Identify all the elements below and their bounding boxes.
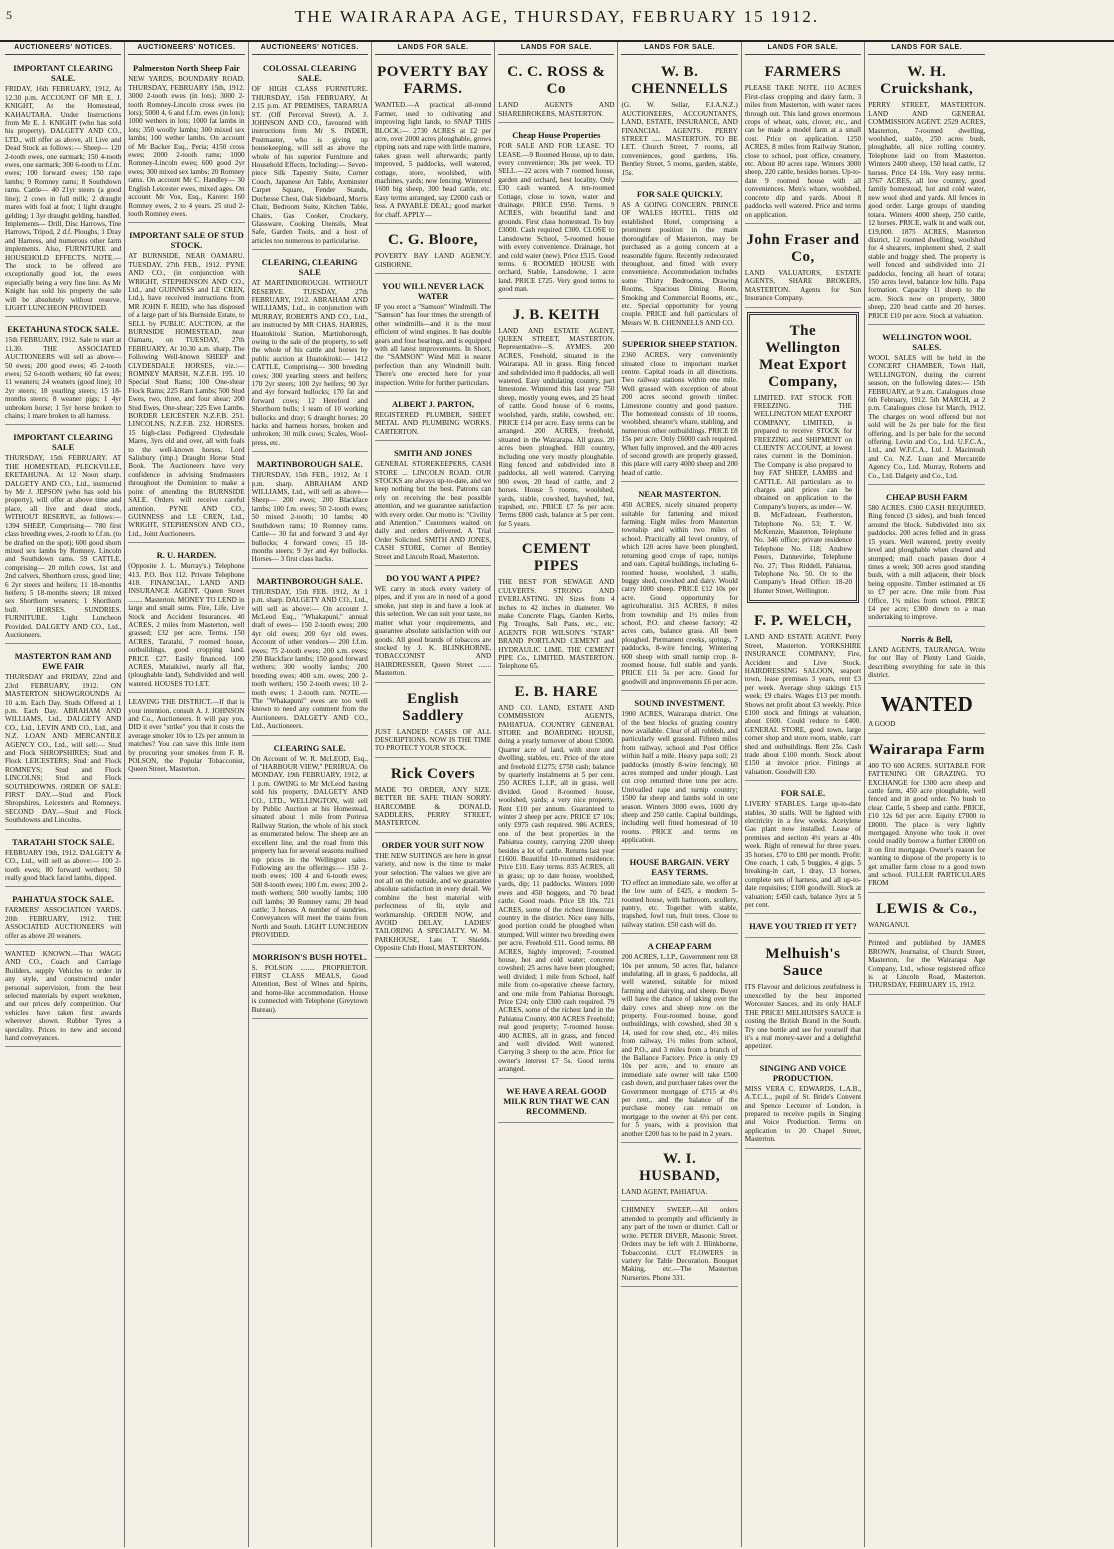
ad-body: 200 ACRES, L.I.P., Government rent £8 10s per annum, 50 acres flat, balance undulating, all in grass, 6 paddocks, all well watered, suitable for mixed farming and dairying, and sheep. Buyer will have the chance of taking over the dairy cows and sheep now on the property. Four-roomed house, good outbuildings, with cowshed, shed 30 x 14, used for cow shed, etc., 4½ miles from railway, 1½ miles from school, and P.O., and 3 miles from a branch of the Ballance Factory. Price is only £9 10s per acre, and to ensure an immediate sale owner will take £500 cash down, and purchaser takes over the Government mortgage of £715 at 4½ per cent., and the balance of the purchase money can remain on mortgage to the owner at 6½ per cent. for 5 years, with a provision that another £200 has to be paid in 2 years. bbox=[621, 953, 738, 1138]
column-heading: LANDS FOR SALE. bbox=[745, 42, 861, 55]
ad-body: 400 TO 600 ACRES. SUITABLE FOR FATTENING OR GRAZING. TO EXCHANGE for 1300 acre sheep and cattle farm, 450 acre ploughable, well fenced and in good order. No bush to clear. Cattle, 5 sheep and cattle. PRICE, £10 12s 6d per acre. Equity £7000 to £8000. The place is very lightly mortgaged. Anyone who took it over could readily borrow a further £3000 on it on first mortgage. Owner's reason for wanting to dispose of the property is to get smaller farm close to a good town and school. FULLER PARTICULARS FROM bbox=[868, 761, 986, 888]
advertisement bbox=[5, 427, 121, 644]
ad-body: 15th FEBRUARY, 1912. Sale to start at 11.30. THE ASSOCIATED AUCTIONEERS will sell as above— 50 ewes; 200 good ewes; 45 2-tooth ewes; 52 6-tooth wethers; 60 fat ewes; 11 weaners; 24 weaners (good line); 10 2yr steers; 18 yearling steers; 15 18-months steers; 8 weaner pigs; 1 4yr unbroken horse; 1 5yr horse broken to chains; 1 mare broken to all harness. bbox=[5, 336, 122, 421]
advertisement bbox=[868, 936, 985, 994]
advertisement bbox=[621, 58, 737, 182]
ad-body: LIMITED. FAT STOCK FOR FREEZING. THE WELLINGTON MEAT EXPORT COMPANY, LIMITED, is prepared to receive STOCK for FREEZING and SHIPMENT on CLIENTS' ACCOUNT, at lowest rates current in the Dominion. The Company is also prepared to buy FAT SHEEP, LAMBS and CATTLE. All particulars as to charges and prices can be obtained on application to the Company's buyers, as under— W. B. McFadzean, Featherston, Telephone No. 53; T. W. McKenzie, Masterton, Telephone No. 346 office; private residence Telephone No. 118; Andrew Peters, Dannevirke, Telephone No. 27; Thos Riddell, Pahiatua, Telephone No. 50. Or to the Company's Head Office: 18-20 Hunter Street, Wellington. bbox=[753, 393, 853, 595]
ad-headline: WANTED bbox=[880, 692, 973, 717]
ad-headline: CHEAP BUSH FARM bbox=[885, 492, 968, 503]
advertisement bbox=[252, 58, 368, 250]
ad-body: AND CO. LAND, ESTATE AND COMMISSION AGENTS, PAHIATUA. COUNTRY GENERAL STORE and BOARDING HOUSE, doing a yearly turnover of about £3000. Quarter acre of land, with store and dwelling, stables, etc. Price of the store and freehold £1275; £750 cash; balance by quarterly instalments at 5 per cent. 250 ACRES L.I.P., all in grass, well divided. Good 8-roomed house, woolshed, yards; a very nice property. Rent £10 per annum. Guaranteed to winter 2 sheep per acre. PRICE £7 10s; only £975 cash required. 986 ACRES, one of the best properties in the Pahiatua county, carrying 2200 sheep besides a lot of cattle. Returns last year £1600. Beautiful 10-roomed residence. Price £10. Easy terms. 835 ACRES, all in grass; up to date house, woolshed, yards, dip; 11 paddocks. Winters 1000 ewes and 450 hoggets, and 70 head cattle. Good roads. Price £8 10s. 721 ACRES, some of the richest limestone country in the district. Nice easy hills, good portion could be ploughed when stumped. Will winter two breeding ewes per acre. Freehold £11. Good terms. 88 ACRES, highly improved; 7-roomed house, hot and cold water; concrete cowshed; 25 acres have been ploughed; well divided; 1 mile from School, half mile from co-operative cheese factory, and one mile from Pahiatua Borough. Price £24; only £300 cash required. 79 ACRES, some of the richest land in the Pahiatua County. 400 ACRES Freehold; real good property; 7-roomed house. 400 ACRES, all in grass, and fenced and well divided. Well watered. Carrying 3 sheep to the acre. Price for owner's interest £7 5s. Good terms arranged. bbox=[498, 703, 615, 1074]
ad-body: PLEASE TAKE NOTE. 110 ACRES First-class cropping and dairy farm, 3 miles from Masterton, with water races through out. This land grows enormous crops of wheat, oats, clover, etc., and can be made a model farm at a small cost. Price on application. 1250 ACRES, 8 miles from Railway Station, close to school, post office, creamery, etc. About 80 acres rape. Winters 3000 sheep, 220 cattle, besides horses. Up-to-date 9 roomed house with all conveniences. Men's whare, woolshed, concrete dip and yards. About 8 paddocks well watered. Price and terms on application. bbox=[744, 84, 862, 219]
ad-body: S. POLSON ........ PROPRIETOR. FIRST CLASS MEALS, Good Attention, Best of Wines and Spirits, and home-like accommodation. House is connected with Telephone (Greytown Bureau). bbox=[251, 963, 368, 1014]
ad-headline: E. B. HARE bbox=[514, 683, 599, 700]
advertisement bbox=[375, 58, 491, 224]
advertisement bbox=[868, 629, 985, 685]
ad-headline: FARMERS bbox=[764, 64, 842, 81]
ad-body: On Account of W. R. McLEOD, Esq., of "HARBOUR VIEW," PERIRUA. On MONDAY, 19th FEBRUARY, 1912, at 1 p.m. OWING to Mr McLeod having sold his property, DALGETY AND CO., LTD., WELLINGTON, will sell by Public Auction at his Homestead, situated about 1 mile from Porirua Railway Station, the whole of his stock as enumerated below. The sheep are an excellent line, and the road from this property has for several seasons realised top prices in the Wellington sales. Following are the offerings:— 150 2-tooth ewes; 100 4 and 6-tooth ewes; 500 8-tooth ewes; 100 f.m. ewes; 200 2-tooth wethers; 500 woolly lambs; 100 cull lambs; 30 Romney rams; 20 head cattle; 3 horses. A number of sundries. Conveyances will meet the trains from North and South. LIGHT LUNCHEON PROVIDED. bbox=[251, 754, 368, 940]
newspaper-title: THE WAIRARAPA AGE, THURSDAY, FEBRUARY 15 1912. bbox=[294, 7, 820, 26]
ad-body: WANTED KNOWN.—That WAGG AND CO., Coach and Carriage Builders, supply Vehicles to order in any style, and constructed under personal supervision, from the best selected materials by expert workmen, and our prices defy competition. Our vehicles have taken first awards wherever shown. Rubber Tyres a speciality. Prices to new and second hand conveyances. bbox=[5, 949, 122, 1042]
column bbox=[125, 42, 248, 1547]
ad-headline: SUPERIOR SHEEP STATION. bbox=[622, 339, 737, 350]
ad-headline: J. B. KEITH bbox=[512, 306, 600, 323]
advertisement bbox=[5, 58, 121, 317]
advertisement bbox=[745, 783, 861, 914]
advertisement bbox=[375, 568, 491, 682]
ad-headline: ALBERT J. PARTON, bbox=[392, 398, 475, 409]
ad-headline: WE HAVE A REAL GOOD MILK RUN THAT WE CAN RECOMMEND. bbox=[503, 1085, 610, 1116]
ad-headline: MORRISON'S BUSH HOTEL. bbox=[252, 951, 368, 962]
ad-body: LIVERY STABLES. Large up-to-date stables, 30 stalls. Will be lighted with electricity in a few weeks. Acetylene Gas plant now installed. Lease of premises and section 4½ years at 40s week. Right of renewal for three years. 35 horses, £70 to £80 per month. Profit: One coach, 1 cab, 5 buggies, 4 gigs, 5 breaking-in cart, 1 dray, 13 horses, complete sets of harness, and all up-to-date requisites; £100 goodwill. Stock at valuation; £450 cash, balance 3yrs at 5 per cent. bbox=[744, 800, 862, 910]
column-heading: AUCTIONEERS' NOTICES. bbox=[128, 42, 244, 55]
ad-body: WE carry in stock every variety of pipes, and if you are in need of a good smoke, just step in and have a look at this selection. We can suit your taste, no matter what your requirements, and guarantee absolute satisfaction with our goods. All good brands of tobaccos are stocked by J. K. BLINKHORNE, TOBACCONIST AND HAIRDRESSER, Queen Street ....... Masterton. bbox=[374, 585, 492, 678]
ad-headline: PAHIATUA STOCK SALE. bbox=[12, 894, 115, 905]
advertisement bbox=[252, 252, 368, 452]
advertisement bbox=[252, 738, 368, 945]
ad-body: MADE TO ORDER, ANY SIZE. BETTER BE SAFE THAN SORRY. HARCOMBE & DONALD, SADDLERS, PERRY STREET, MASTERTON. bbox=[374, 785, 492, 828]
ad-body: (G. W. Sellar, F.I.A.N.Z.) AUCTIONEERS, ACCOUNTANTS, LAND, ESTATE, INSURANCE, AND FINANCIAL AGENTS. PERRY STREET ..... MASTERTON. TO BE LET. Church Street, 7 rooms, all conveniences, good gardens, 16s. Bentley Street, 5 rooms, garden, stable, 15s. bbox=[621, 101, 738, 177]
advertisement bbox=[498, 301, 614, 534]
ad-headline: CEMENT PIPES bbox=[521, 541, 591, 575]
column-heading: LANDS FOR SALE. bbox=[868, 42, 985, 55]
ad-body: TO effect an immediate sale, we offer at the low sum of £425, a modern 5-roomed house, with bathroom, scullery, pantry, etc. Together with stable, trapshed, fowl run, fruit trees. Close to railway station. £50 cash will do. bbox=[621, 878, 738, 929]
ad-body: GENERAL STOREKEEPERS, CASH STORE ... LINCOLN ROAD. OUR STOCKS are always up-to-date, and we keep nothing but the best. Patrons can rely on receiving the best possible attention, and we guarantee satisfaction with every order. Our motto is: "Civility and Attention." Customers waited on daily and orders delivered. A Trial Order Solicited. SMITH AND JONES, CASH STORE, Corner of Bentley Street and Lincoln Road, Masterton. bbox=[374, 460, 492, 561]
advertisement bbox=[621, 852, 737, 934]
advertisement bbox=[128, 545, 244, 693]
ad-body: ITS Flavour and delicious zestfulness is unexcelled by the best imported Worcester Sauces, and its only HALF THE PRICE! MELHUISH'S SAUCE is costing the British Brand in the South. Try one bottle and see for yourself that it's a real money-saver and a delightful appetizer. bbox=[744, 983, 862, 1051]
ad-body: LAND AGENTS AND SHAREBROKERS, MASTERTON. bbox=[498, 101, 615, 118]
ad-body: (Opposite J. L. Murray's.) Telephone 413. P.O. Box 112. Private Telephone 418. FINANCIAL, LAND AND INSURANCE AGENT. Queen Street ........ Masterton. MONEY TO LEND in large and small sums. Fire, Life, Live Stock and Accident Insurances. 40 ACRES, 2 miles from Masterton, well grassed; £32 per acre. Terms. 150 ACRES, Taratahi, 7 roomed house, outbuildings, good cropping land. PRICE £27. Easily financed. 100 ACRES, Mataikiwi, nearly all flat, (ploughable land), Subdivided and well watered. HOUSES TO LET. bbox=[128, 562, 245, 688]
ad-body: 1900 ACRES, Wairarapa district. One of the best blocks of grazing country now available. Clear of all rubbish, and particularly well grassed. Fifteen miles from railway, school and Post Office within half a mile. Heavy papa soil; 21 paddocks (mostly 8-wire fencing); 60 acres stumped and under plough. Last cut crop returned three tons per acre. Unrivalled rape and turnip country; 1500 fat sheep and lambs sold in one season. Winters 3000 ewes, 1600 dry sheep and 250 cattle. Capital buildings, including well fitted homestead of 10 rooms. PRICE and terms on application. bbox=[621, 710, 738, 845]
ad-headline: Cheap House Properties bbox=[512, 130, 601, 141]
ad-headline: FOR SALE QUICKLY. bbox=[636, 189, 723, 200]
advertisement bbox=[5, 832, 121, 888]
advertisement bbox=[868, 686, 985, 733]
advertisement bbox=[745, 940, 861, 1055]
ad-body: THE BEST FOR SEWAGE AND CULVERTS. STRONG AND EVERLASTING. IN Sizes from 4 inches to 42 inches in diameter. We make Concrete Flags, Garden Kerbs, Pig Troughs, Salt Pans, etc., etc. AGENTS FOR WILSON'S "STAR" BRAND PORTLAND CEMENT and HYDRAULIC LIME. THE CEMENT PIPE Co., LIMITED. MASTERTON. Telephone 65. bbox=[498, 578, 615, 671]
advertisement bbox=[498, 125, 614, 298]
ad-body: WOOL SALES will be held in the CONCERT CHAMBER, Town Hall, WELLINGTON, during the current season, on the following dates:— 15th FEBRUARY, at 9 a.m. Catalogues close 6th February, 1912. 5th MARCH, at 2 p.m. Catalogues close 1st March, 1912. The charges on wool offered but not sold will be 2s per bale for the first offering, and 1s per bale for the second offering. Levin and Co., Ltd. U.F.C.A., Ltd., and W.F.C.A., Ltd. J. Macintosh and Co. N.Z. Loan and Mercantile Agency Co., Ltd. Murray, Roberts and Co., Ltd. Dalgety and Co., Ltd. bbox=[868, 353, 986, 480]
ad-body: THE NEW SUITINGS are here in great variety, and now is the time to make your selection. The values we give are not all on the outside, and we guarantee absolute satisfaction in every detail. We combine the best material with perfectness of fit, style and workmanship. ORDER NOW, and AVOID DELAY. LADIES' TAILORING A SPECIALTY. W. M. PARKHOUSE, Late T. Shields. Opposite Club Hotel, MASTERTON. bbox=[374, 851, 492, 953]
ad-headline: R. U. HARDEN. bbox=[156, 550, 217, 561]
advertisement bbox=[128, 225, 244, 543]
advertisement bbox=[621, 693, 737, 850]
advertisement bbox=[621, 1203, 737, 1287]
advertisement bbox=[5, 646, 121, 829]
ad-body: LEAVING THE DISTRICT.—If that is your intention, consult A. J. JOHNSON and Co., Auctioneers. It will pay you. DID it ever "strike" you that it costs the average smoker 10s to 12s per annum in matches? You can save this little item by procuring your smokes from F. R. POLSON, the Popular Tobacconist, Queen Street, Masterton. bbox=[128, 698, 245, 774]
ad-headline: DO YOU WANT A PIPE? bbox=[386, 573, 480, 584]
ad-headline: F. P. WELCH, bbox=[754, 613, 852, 630]
advertisement bbox=[621, 184, 737, 332]
ad-headline: POVERTY BAY FARMS. bbox=[377, 64, 489, 98]
ad-headline: CLEARING, CLEARING SALE bbox=[261, 257, 358, 278]
advertisement bbox=[621, 484, 737, 691]
advertisement bbox=[252, 571, 368, 736]
advertisement bbox=[375, 226, 491, 274]
advertisement bbox=[498, 1081, 614, 1123]
ad-body: 450 ACRES, nicely situated property suitable for fattening and mixed farming. Eight miles from Masterton township and within two miles of school. Practically all level country, of which 120 acres have been ploughed, returning good crops of rape, turnips and oats. Capital buildings, including 6-roomed house, woolshed, 3 stalls, buggy shed, cowshed and dairy. Would carry 1000 sheep. PRICE £12 10s per acre. Good opportunity for agriculturalist. 315 ACRES, 8 miles from township and 1½ miles from school, P.O. and cheese factory; 42 acres cats, balance grass. All been ploughed. Permanent creeks, springs, 7 paddocks, 8-wire fencing. Wintering 600 sheep with small turnip crop. 8-roomed house, full stable and yards. PRICE £11 5s per acre. Good for goodwill and improvements £6 per acre. bbox=[621, 501, 738, 686]
column-heading: LANDS FOR SALE. bbox=[621, 42, 737, 55]
ad-headline: COLOSSAL CLEARING SALE. bbox=[262, 63, 357, 84]
advertisement bbox=[868, 487, 985, 627]
advertisement bbox=[745, 916, 861, 938]
ad-headline: Melhuish's Sauce bbox=[765, 946, 841, 980]
ad-body: WANGANUI. bbox=[868, 920, 910, 929]
advertisement bbox=[375, 760, 491, 833]
ad-body: LAND VALUATORS, ESTATE AGENTS, SHARE BROKERS, MASTERTON. Agents for Sun Insurance Company. bbox=[744, 268, 862, 303]
columns bbox=[2, 42, 1112, 1547]
ad-body: LAND AGENTS, TAURANGA. Write for our Bay of Plenty Land Guide, describing everything for sale in this district. bbox=[868, 645, 986, 679]
advertisement bbox=[498, 535, 614, 675]
ad-body: Printed and published by JAMES BROWN, Journalist, of Church Street, Masterton, for the Wairarapa Age Company, Ltd., whose registered office is at Lincoln Road, Masterton. THURSDAY, FEBRUARY 15, 1912. bbox=[868, 939, 986, 990]
ad-body: LAND AGENT, PAHIATUA. bbox=[621, 1188, 708, 1197]
ad-body: NEW YARDS, BOUNDARY ROAD. THURSDAY, FEBRUARY 15th, 1912. 3000 2-tooth ewes (in lots); 3000 2-tooth Romney-Lincoln cross ewes (in lots); 5000 4, 6 and f.f.m. ewes (in lots); 1000 wethers in lots; 1000 fat lambs in lots; 350 woolly lambs; 300 mixed sex lambs; 100 wether lambs. On account of Mr Backer Esq., Peria; 4150 cross ewes; 2000 2-tooth rams; 1000 Romney-Lincoln ewes; 600 good 2yr ewes; 300 mixed sex lambs; 20 Romney rams. On account Mr C. Handley— 30 English Leicester ewes, mixed ages. On account Mr Vox, Esq., Karere: 160 Romney ewes, 2 to 4 years. 25 stud 2-tooth Romney ewes. bbox=[128, 75, 245, 218]
ad-body: OF HIGH CLASS FURNITURE. THURSDAY, 15th FEBRUARY, At 2.15 p.m. AT PREMISES, TARARUA ST. (Off Perceval Street). A. J. JOHNSON AND CO., favoured with instructions from Mr S. INDER, Postmaster, who is giving up housekeeping, will sell as above the whole of his superior Furniture and Household Effects, Including:— Seven-piece Silk Tapestry Suite, Corner Couch, Japanese Art Table, Axminster Carpet Square, Fender Stands, Duchesse Chest, Oak Sideboard, Morris Chair, Bedroom Suite, Kitchen Table, Chairs, Gas Cooker, Crockery, Glassware, Cooking Utensils, Meat Safe, Garden Tools, and a host of articles too numerous to particularise. bbox=[251, 85, 368, 245]
ad-headline: HOUSE BARGAIN. VERY EASY TERMS. bbox=[629, 856, 730, 877]
ad-body: JUST LANDED! CASES OF ALL DESCRIPTIONS. NOW IS THE TIME TO PROTECT YOUR STOCK. bbox=[374, 727, 492, 753]
ad-body: FARMERS' ASSOCIATION YARDS. 20th FEBRUARY, 1912. THE ASSOCIATED AUCTIONEERS will offer as above 20 weaners. bbox=[5, 906, 122, 940]
ad-headline: MASTERTON RAM AND EWE FAIR bbox=[14, 651, 112, 672]
advertisement bbox=[5, 319, 121, 425]
ad-headline: ORDER YOUR SUIT NOW bbox=[381, 839, 485, 850]
advertisement bbox=[745, 58, 861, 224]
ad-headline: The Wellington Meat Export Company, bbox=[759, 322, 847, 390]
ad-body: A GOOD bbox=[868, 720, 896, 729]
ad-body: WANTED.—A practical all-round Farmer, used to cultivating and improving light lands, to SNAP THIS BLOCK:— 2730 ACRES at £2 per acre, over 2000 acres ploughable, grows ripping oats and rape with little manure, takes grass well afterwards; partly improved, 5 paddocks, well watered, cottage, store, woolshed, with machines, yards; new fencing. Wintered 1600 big sheep, 300 head cattle, etc. Easy terms arranged, say £2000 cash or less. A PAYABLE DEAL; good market for chaff. APPLY— bbox=[374, 101, 492, 219]
ad-body: THURSDAY, 15th FEBRUARY. AT THE HOMESTEAD, PLECKVILLE, EKETAHUNA. At 12 Noon sharp. DALGETY AND CO., Ltd., instructed by Mr J. JEPSON (who has sold his property), will offer at above time and place, all live and dead stock, WITHOUT RESERVE, as follows:— 1394 SHEEP, Comprising— 780 first class breeding ewes, 2-tooth to f.f.m. (to be drafted on the spot); 600 good shorn mixed sex lambs by Romney, Lincoln and Southdown rams. 59 CATTLE, comprising— 20 milch cows, 1st and 2nd calvers, Shorthorn cross, good line; 6 2yr steers and heifers; 11 18-months heifers; 5 18-months steers; 18 mixed sex Shorthorn weaners; 1 Shorthorn bull. HORSES. SUNDRIES. FURNITURE. Light Luncheon Provided. DALGETY AND CO., Ltd., Auctioneers. bbox=[5, 454, 122, 639]
ad-headline: LEWIS & Co., bbox=[876, 900, 978, 917]
advertisement bbox=[868, 895, 985, 934]
ad-headline: HAVE YOU TRIED IT YET? bbox=[749, 921, 857, 932]
ad-headline: TARATAHI STOCK SALE. bbox=[12, 836, 115, 847]
ad-body: MISS VERA C. EDWARDS, L.A.B., A.T.C.L., pupil of St. Bride's Convent and Spence Lecturer of London, is prepared to receive pupils in Singing and Voice Production. Terms on application to 20 Chapel Street, Masterton. bbox=[744, 1084, 862, 1144]
ad-headline: FOR SALE. bbox=[780, 788, 826, 799]
advertisement bbox=[498, 58, 614, 123]
ad-body: AS A GOING CONCERN. PRINCE OF WALES HOTEL. THIS old established Hotel, comprising a prominent position in the main thoroughfare of Masterton, may be purchased as a going concern at a reasonable figure. Recently redecorated throughout, and fitted with every convenience. Accommodation includes some Thirty Bedrooms, Drawing Rooms, Spacious Dining Room, Smoking and Commercial Rooms, etc., etc. Special opportunity for young couple. PRICE and full particulars of Messrs W. B. CHENNELLS AND CO. bbox=[621, 201, 738, 327]
ad-body: AT BURNSIDE, NEAR OAMARU. TUESDAY, 27th FEB., 1912. PYNE AND CO., (in conjunction with WRIGHT, STEPHENSON AND CO., Ltd., and GUINNESS and LE CREN, Ltd.), have received instructions from MR JOHN F. REID, who has disposed of a large part of his Burnside Estate, to SELL by PUBLIC AUCTION, at the BURNSIDE HOMESTEAD, near Oamaru, on TUESDAY, 27th FEBRUARY, At 10.30 a.m. sharp, The Following Well-known SHEEP and CLYDESDALE HORSES, viz.:— ROMNEY MARSH, N.Z.F.B. 195. 10 Special Stud Rams; 100 One-shear Flock Rams; 225 Ram Lambs; 500 Stud Ewes, two, three, and four shear; 200 Stud Ewes, One-shear; 225 Ewe Lambs. BORDER LEICESTER N.Z.F.B. 251. LINCOLNS, N.Z.F.B. 232. HORSES. 15 high-class Pedigreed Clydesdale Mares, 3yrs old and over, all with foals to the well-known horses, Lord Salisbury (imp.) Draught Horse Stud Book. The Auctioneers have very confidence in advising Studmasters throughout the Dominion to make a point of attending the BURNSIDE SALE. Orders will receive careful attention. PYNE AND CO., GUINNESS and LE CREN, Ltd., WRIGHT, STEPHENSON AND CO., Ltd., Joint Auctioneers. bbox=[128, 252, 245, 538]
advertisement bbox=[375, 685, 491, 758]
column-heading: LANDS FOR SALE. bbox=[375, 42, 491, 55]
advertisement bbox=[128, 58, 244, 223]
column bbox=[495, 42, 618, 1547]
ad-headline: W. H. Cruickshank, bbox=[880, 64, 974, 98]
ad-body: FEBRUARY 19th, 1912. DALGETY & CO., Ltd., will sell as above:— 100 2-tooth ewes; 80 forward wethers; 50 really good black faced lambs, dipped. bbox=[5, 848, 122, 882]
column bbox=[865, 42, 988, 1547]
advertisement bbox=[5, 889, 121, 945]
ad-headline: SINGING AND VOICE PRODUCTION. bbox=[759, 1062, 847, 1083]
ad-headline: IMPORTANT SALE OF STUD STOCK. bbox=[129, 230, 244, 251]
advertisement bbox=[375, 276, 491, 392]
ad-headline: YOU WILL NEVER LACK WATER bbox=[381, 280, 485, 301]
ad-headline: MARTINBOROUGH SALE. bbox=[256, 459, 363, 470]
column bbox=[249, 42, 372, 1547]
ad-headline: W. B. CHENNELLS bbox=[631, 64, 729, 98]
ad-headline: Palmerston North Sheep Fair bbox=[132, 63, 240, 74]
ad-headline: C. G. Bloore, bbox=[388, 232, 479, 249]
ad-body: 580 ACRES. £300 CASH REQUIRED. Ring fenced (3 sides), and bush fenced around the block. Subdivided into six paddocks. 200 acres felled and in grass 15 years. Well watered, pretty evenly level and ploughable when cleared and stumped; mail coach passes door 4 times a week; 300 acres good standing bush, with a mill adjacent, their block being opposite. Timber estimated at £6 to £7 per acre. One mile from Post Office, 1¾ miles from school. PRICE £4 per acre; £300 down to a man undertaking to improve. bbox=[868, 504, 986, 622]
column-heading: AUCTIONEERS' NOTICES. bbox=[252, 42, 368, 55]
ad-headline: NEAR MASTERTON. bbox=[638, 489, 721, 500]
advertisement bbox=[745, 1058, 861, 1149]
ad-headline: WELLINGTON WOOL SALES. bbox=[882, 331, 972, 352]
ad-body: THURSDAY, 15th FEB. 1912, At 1 p.m. sharp. DALGETY AND CO., Ltd., will sell as above:— On account J. McLeod Esq., "Whakapuni," annual draft of ewes— 150 2-tooth ewes; 200 4yr old ewes; 200 6yr old ewes. Account of other vendors— 200 f.f.m. ewes; 75 2-tooth ewes; 200 s.m. ewes; 250 Blackface lambs; 150 good forward wethers; 300 woolly lambs; 200 breeding ewes; 400 s.m. ewes; 200 2-tooth wethers; 150 2-tooth ewes; 10 2-tooth ewes; 1 2-tooth ram. NOTE.—The "Whakapuni" ewes are too well known to need any comment from the Auctioneers. DALGETY AND CO., Ltd., Auctioneers. bbox=[251, 587, 368, 731]
ad-headline: CLEARING SALE. bbox=[273, 742, 346, 753]
advertisement bbox=[621, 334, 737, 482]
advertisement bbox=[621, 936, 737, 1143]
column-heading: LANDS FOR SALE. bbox=[498, 42, 614, 55]
ad-headline: C. C. ROSS & Co bbox=[507, 64, 606, 98]
advertisement bbox=[5, 947, 121, 1047]
ad-body: 2360 ACRES, very conveniently situated close to important market centre. Capital roads in all directions. Two railway stations within one mile. Well grassed with exception of about 200 acres second growth timber. Limestone country and good pasture. The homestead consists of 10 rooms, woolshed, shearer's whare, stabling, and numerous other outbuildings. PRICE £8 15s per acre. Only £6000 cash required. When fully improved, and the 400 acres of second growth are properly grassed, this place will carry 4000 sheep and 200 head of cattle. bbox=[621, 351, 738, 477]
advertisement bbox=[375, 394, 491, 441]
advertisement bbox=[868, 736, 985, 893]
ad-headline: IMPORTANT CLEARING SALE bbox=[13, 432, 114, 453]
ad-headline: SMITH AND JONES bbox=[394, 448, 472, 459]
advertisement bbox=[128, 695, 244, 779]
ad-body: FRIDAY, 16th FEBRUARY, 1912, At 12.30 p.m. ACCOUNT OF MR E. J. KNIGHT, At the Homestead, KAHAUTARA. Under Instructions from Mr E. J. KNIGHT (who has sold his property). DALGETY AND CO., LTD., will offer as above, all Live and Dead Stock as follows:— Sheep— 120 2-tooth ewes, one earmark; 150 4-tooth ewes, one earmark; 300 6-tooth to f.f.m. ewes; 100 forward ewes; 150 rape lambs; 9 Romney rams; 8 Southdown rams. Cattle— 40 21yr steers (a good line); 2 cows in full milk; 2 draught mares with foal at foot; 1 light draught gelding; 1 3yr draught gelding, handled. Implements— Drill, Disc Harrows, Tine Harrows, Tripod, 2 d.f. Ploughs, 1 Dray and Harness, and numerous other farm implements. Also, FURNITURE and HOUSEHOLD EFFECTS. NOTE.—The stock to be offered are exceptionally good lot, the ewes especially being a very fine line. As Mr Knight has sold his property the sale will be absolutely without reserve. LIGHT LUNCHEON PROVIDED. bbox=[5, 85, 122, 312]
ad-headline: EKETAHUNA STOCK SALE. bbox=[7, 324, 120, 335]
advertisement bbox=[868, 58, 985, 325]
column bbox=[2, 42, 125, 1547]
ad-body: FOR SALE AND FOR LEASE. TO LEASE.—9 Roomed House, up to date, every convenience; 30s per week. TO SELL.—22 acres with 7 roomed house, garden and orchard, best locality. Only £30 cash wanted. A ten-roomed Cottage, close to town, water and drainage. PRICE £950. Terms. 9 ACRES, with beautiful land and grounds. First class homestead. To buy £3000. Cash required £300. CLOSE to Lansdowne School, 5-roomed house with every convenience. Drainage, hot and cold water (new). Price £515. Good terms. 6 ROOMED HOUSE with orchard, Stable, Lansdowne, 1 acre land. PRICE £725. Very good terms to good man. bbox=[498, 142, 615, 294]
ad-headline: John Fraser and Co, bbox=[746, 231, 860, 265]
column bbox=[742, 42, 865, 1547]
ad-body: PERRY STREET, MASTERTON. LAND AND GENERAL COMMISSION AGENT. 2529 ACRES, Masterton, 7-roomed dwelling, woolshed, stable, 250 acres bush, ploughable, all nice rolling country. Telephone laid on from Masterton. Winters 2400 sheep, 150 head cattle, 12 horses. Price £4 10s. Very easy terms. 3767 ACRES, all low country, good family homestead, hot and cold water, new wool shed and yards. All fences in good order. Large groups of standing totara. Winters 4000 sheep, 250 cattle, 12 horses. PRICE, walk in and walk out, £19,000. 1875 ACRES, Masterton district, 12 roomed dwelling, woolshed for 4 shearers, implement shed, 2 stall stable and buggy shed. The property is well fenced and subdivided into 21 paddocks, fencing all heart of totara; 150 acres level, balance low hills. Papa formation. Capacity 11 sheep to the acre. Stock now on property, 3800 sheep, 220 head cattle and 20 horses. PRICE £10 per acre. Stock at valuation. bbox=[868, 101, 986, 320]
ad-headline: MARTINBOROUGH SALE. bbox=[256, 575, 363, 586]
ad-body: AT MARTINBOROUGH. WITHOUT RESERVE. TUESDAY, 27th FEBRUARY, 1912. ABRAHAM AND WILLIAMS, Ltd., in conjunction with MURRAY, ROBERTS AND CO., Ltd., are instructed by MR CHAS. HARRIS, Huatokitoki Station, Martinborough, owing to the sale of the property, to sell the whole of his cattle and horses by public auction at Huatokitoki:— 1412 CATTLE, Comprising— 300 breeding cows; 300 yearling steers and heifers; 170 2yr steers; 100 2yr heifers; 90 3yr and 4yr forward bullocks; 170 fat and forward cows; 12 Hereford and Shorthorn bulls; 1 team of 10 working bullocks and dray; 6 draught horses; 20 hacks and harness horses, broken and unbroken; 30 milk cows; Scales, Wool-press, etc. bbox=[251, 279, 368, 447]
column bbox=[618, 42, 741, 1547]
ad-body: THURSDAY and FRIDAY, 22nd and 23rd FEBRUARY, 1912. ON MASTERTON SHOWGROUNDS At 10 a.m. Each Day. Studs Offered at 1 p.m. Each Day. ABRAHAM AND WILLIAMS, Ltd., DALGETY AND CO., Ltd., LEVIN AND CO., Ltd., and N.Z. LOAN AND MERCANTILE AGENCY CO., Ltd., will sell:— Stud and Flock SHROPSHIRES; Stud and Flock LEICESTERS; Stud and Flock ROMNEYS; Stud and Flock LINCOLNS; Stud and Flock SOUTHDOWNS. ORDER OF SALE: FIRST DAY.—Stud and Flock Shropshires, Leicesters and Romneys. SECOND DAY.—Stud and Flock Southdowns and Lincolns. bbox=[5, 673, 122, 825]
ad-headline: Wairarapa Farm bbox=[868, 741, 986, 758]
ad-headline: English Saddlery bbox=[402, 690, 464, 724]
advertisement bbox=[868, 327, 985, 485]
ad-body: REGISTERED PLUMBER, SHEET METAL AND PLUMBING WORKS. CARTERTON. bbox=[374, 410, 492, 436]
ad-body: IF you erect a "Samson" Windmill. The "Samson" has four times the strength of other windmills—and it is the most efficient of wind engines. It has double gears and four bearings, and is equipped with all latest improvements. In Short, the "SAMSON" Wind Mill is nearer perfection than any Windmill built. There's one erected here for your inspection. Write for further particulars. bbox=[374, 302, 492, 387]
advertisement bbox=[621, 1145, 737, 1201]
column-heading: AUCTIONEERS' NOTICES. bbox=[5, 42, 121, 55]
masthead bbox=[0, 0, 1114, 42]
advertisement bbox=[375, 443, 491, 566]
advertisement bbox=[745, 226, 861, 308]
ad-headline: SOUND INVESTMENT. bbox=[634, 698, 725, 709]
advertisement bbox=[252, 454, 368, 568]
ad-headline: W. I. HUSBAND, bbox=[639, 1151, 721, 1185]
ad-headline: IMPORTANT CLEARING SALE. bbox=[13, 63, 114, 84]
ad-body: LAND AND ESTATE AGENT. Perry Street, Masterton. YORKSHIRE INSURANCE COMPANY; Fire, Accident and Live Stock. HAIRDRESSING SALOON, seaport town, lease premises 3 years, rent £3 per week. Average shop takings £15 week; £9 chairs. Wages £13 per month. Shows net profit about £3 weekly. Price £100 stock and fittings at valuation, about £600. Could reduce to £400. GENERAL STORE, good town, large corner shop and store room, stable, cart shed and outbuildings. Rent 25s. Cash trade about £100 month. Stock about £150 at invoice price. Fittings at valuation. Goodwill £30. bbox=[744, 633, 862, 776]
ad-headline: A CHEAP FARM bbox=[647, 941, 712, 952]
advertisement bbox=[375, 835, 491, 958]
ad-headline: Norris & Bell, bbox=[901, 633, 953, 644]
advertisement bbox=[745, 607, 861, 781]
ad-body: LAND AND ESTATE AGENT, QUEEN STREET, MASTERTON. Representative—S. AYMES. 200 ACRES, Freehold, situated in the Wairarapa. All in grass. Ring fenced and subdivided into 8 paddocks, all well watered. Easy undulating country, part limestone. Wintered this last year 750 sheep, mostly young ewes, and 25 head of cattle. Good house of 6 rooms, woolshed, yards, stable, cowshed, etc. PRICE £14 per acre. Easy terms can be arranged. 200 ACRES, freehold, situated in the Wairarapa. All grass. 20 acres been ploughed. Hill country, including one very mostly ploughable. Ring fenced and subdivided into 8 paddocks, all well watered. Carrying 900 ewes, 20 head of cattle, and 2 horses. House 5 rooms, woolshed, yards, stable, cowshed, hayshed, hut, trapshed, etc. PRICE £7 5s per acre. Terms £800 cash, balance at 5 per cent. for 5 years. bbox=[498, 326, 615, 528]
ad-body: CHIMNEY SWEEP.—All orders attended to promptly and efficiently in any part of the town or district. Call or write. PETER DIVER, Masonic Street. Orders may be left with J. Blinkhorne, Tobacconist. CUT FLOWERS in variety for Table Decoration. Bouquet Making, etc.—The Masterton Nurseries. Phone 331. bbox=[621, 1206, 738, 1282]
advertisement bbox=[252, 947, 368, 1019]
advertisement bbox=[747, 312, 859, 604]
page-number: 5 bbox=[6, 8, 12, 22]
column bbox=[372, 42, 495, 1547]
ad-body: POVERTY BAY LAND AGENCY. GISBORNE. bbox=[374, 252, 492, 269]
advertisement bbox=[498, 678, 614, 1079]
ad-headline: Rick Covers bbox=[390, 765, 476, 782]
ad-body: THURSDAY, 15th FEB., 1912, At 1 p.m. sharp. ABRAHAM AND WILLIAMS, Ltd., will sell as above— Sheep— 200 ewes; 200 Blackface lambs; 100 f.m. ewes; 50 2-tooth ewes; 50 mixed 2-tooth; 10 lambs; 40 Southdown rams; 10 Romney rams. Cattle— 30 fat and forward 3 and 4yr bullocks; 4 forward cows; 15 18-months steers; 9 3yr and 4yr bullocks. Horses— 3 first class hacks. bbox=[251, 471, 368, 564]
